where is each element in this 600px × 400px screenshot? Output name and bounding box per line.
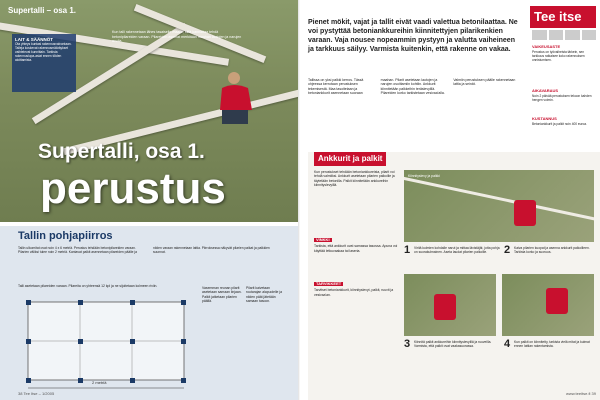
step-text: Kiinnitä palkit ankkureihin kiinnityslevyillä ja ruuveilla. Varmista, että palkit ovat vaakasuorassa.: [414, 340, 492, 349]
dimension-label: 2 metriä: [92, 380, 107, 385]
step-text: Kaiva pilarien kuopat ja asenna ankkurit paikoilleen. Tarkista korko ja suoruus.: [514, 246, 590, 255]
hammer-icon: [532, 30, 547, 40]
sidebar-title: LAIT & SÄÄNNÖT: [15, 37, 53, 42]
plan-title: Tallin pohjapiirros: [18, 230, 113, 242]
supplies-body: Tarvitset betoniankkurit, kiinnityslevyt, palkit, ruuvit ja vesivaa'an.: [314, 288, 394, 297]
step-number: 4: [504, 338, 511, 350]
anchors-section: [308, 152, 600, 400]
tee-itse-badge: Tee itse: [530, 6, 596, 28]
section-intro: Kun perustukset tehdään betoniankkureista, pilarit voi tehdä valmiiksi. Ankkurit asetetaan pilarien paikoille ja täytetään betonilla. Palkit kiinnitetään ankkureihin kiinnityslevyillä.: [314, 170, 395, 187]
page-folio-left: 38 Tee Itse – 1/2005: [18, 391, 55, 396]
time-heading: AIKAVARAUS: [532, 88, 559, 93]
page-folio-right: www.teeitse.fi 39: [565, 391, 596, 396]
saw-icon: [549, 30, 564, 40]
tool-icons: [532, 30, 596, 40]
step-text: Viritä kulmien kohdalle narut ja mittaa lävistäjät, jotta pohja on suorakulmainen. Aseta laudat pilarien paikoille.: [414, 246, 500, 255]
worker-figure: [216, 70, 262, 128]
sidebar-body: Ota yhteys kuntasi rakennusvalvontaan. Talleja koskevat rakennusmääräykset vaihtelevat kunnittain. Tarkista rakennuslupa-asiat ennen töiden aloittamista.: [15, 42, 72, 62]
step-number: 3: [404, 338, 411, 350]
difficulty-body: Perustus on työvaiheista tärkein, sen tarkkuus ratkaisee koko rakennuksen onnistumisen.: [532, 50, 585, 62]
photo-label: Kiinnityslevy ja palkki: [408, 174, 440, 178]
worker-figure: [434, 294, 456, 320]
cost-heading: KUSTANNUS: [532, 116, 557, 121]
floor-plan-section: [0, 226, 300, 400]
floor-plan-drawing: [18, 294, 194, 394]
step-number: 1: [404, 244, 411, 256]
photo-caption: Kun talli rakennetaan lähes tasaiselle maalle, siitä kannattaa tehdä betonipilareiden varaan. Pilareiden asemat merkitään maahan lautojen ja narujen avulla.: [112, 30, 242, 44]
body-text: Tallissa on yksi palkki kerros. Tässä ohjeessa kerrotaan perustuksen tekemisestä. Maa tasoitetaan ja betoniankkurit asennetaan suoraan maahan. Pilarit asetetaan lautojen ja narujen osoittamiin kohtiin. Ankkurit kiinnitetään palkkeihin teräslevyillä. Pilareiden korko tarkistetaan vesivaa'alla. Valmiin perustuksen päälle rakennetaan lattia ja seinät.: [308, 78, 516, 96]
plan-note-2: Pilarit kaivetaan routarajan alapuolelle ja niiden päät jätetään samaan tasoon.: [246, 286, 283, 304]
level-icon: [565, 30, 580, 40]
worker-figure: [514, 200, 536, 226]
article-subtitle: perustus: [40, 164, 226, 213]
plan-text: Talli asetetaan pilareiden varaan. Pilareita on yhteensä 12 kpl ja ne sijoitetaan kolmeen riviin.: [18, 284, 158, 288]
section-tag: Supertalli – osa 1.: [8, 6, 77, 15]
lead-paragraph: Pienet mökit, vajat ja tallit eivät vaadi valettua betonilaattaa. Ne voi pystyttää betoniankkureihin kiinnitettyjen pilarikenkien varaan. Vaja nousee nopeammin pystyyn ja valutta vaiheineen ja tarkkuus säilyy. Varmista kuitenkin, että rakenne on vakaa.: [308, 19, 518, 53]
article-title: Supertalli, osa 1.: [38, 140, 205, 163]
difficulty-heading: VAIKEUSASTE: [532, 44, 561, 49]
cost-body: Betoniankkurit ja palkit noin 400 euroa.: [532, 122, 587, 126]
plan-intro: Tallin ulkomitat ovat noin 4 x 6 metriä. Perustus tehdään betonipilareiden varaan. Pilarien väliksi tulee noin 2 metriä. Kantavat palkit asennetaan pilareiden päälle ja niiden varaan rakennetaan lattia. Piirroksessa näkyvät pilarien paikat ja palkkien suunnat.: [18, 246, 270, 255]
regulations-sidebar: [12, 34, 76, 92]
anchor-photo: [404, 170, 594, 242]
plan-note-1: Vasemman reunan pilarit asetetaan samaan linjaan. Palkit jatketaan pilarien päällä.: [202, 286, 242, 304]
cover-photo: [0, 0, 300, 222]
tip-box: [314, 238, 398, 253]
supplies-heading: TARVIKKEET: [316, 281, 342, 286]
step-photo: [404, 274, 496, 336]
tip-body: Tarkista, että ankkurit ovat samassa tasossa. Apuna voi käyttää letkuvaakaa tai laseria.: [314, 244, 398, 253]
step-number: 2: [504, 244, 511, 256]
drill-icon: [582, 30, 597, 40]
time-body: Noin 2 päivää perustuksen tekoon kahden hengen voimin.: [532, 94, 592, 102]
right-page: [300, 0, 600, 400]
plank: [404, 176, 594, 223]
step-photo: [502, 274, 594, 336]
tip-heading: VINKKI: [316, 237, 330, 242]
step-text: Kun palkit on kiinnitetty, tarkista vielä mitat ja kulmat ennen lattian rakentamista.: [514, 340, 590, 349]
supplies-box: [314, 282, 398, 297]
section-title: Ankkurit ja palkit: [314, 152, 386, 166]
worker-figure: [546, 288, 568, 314]
